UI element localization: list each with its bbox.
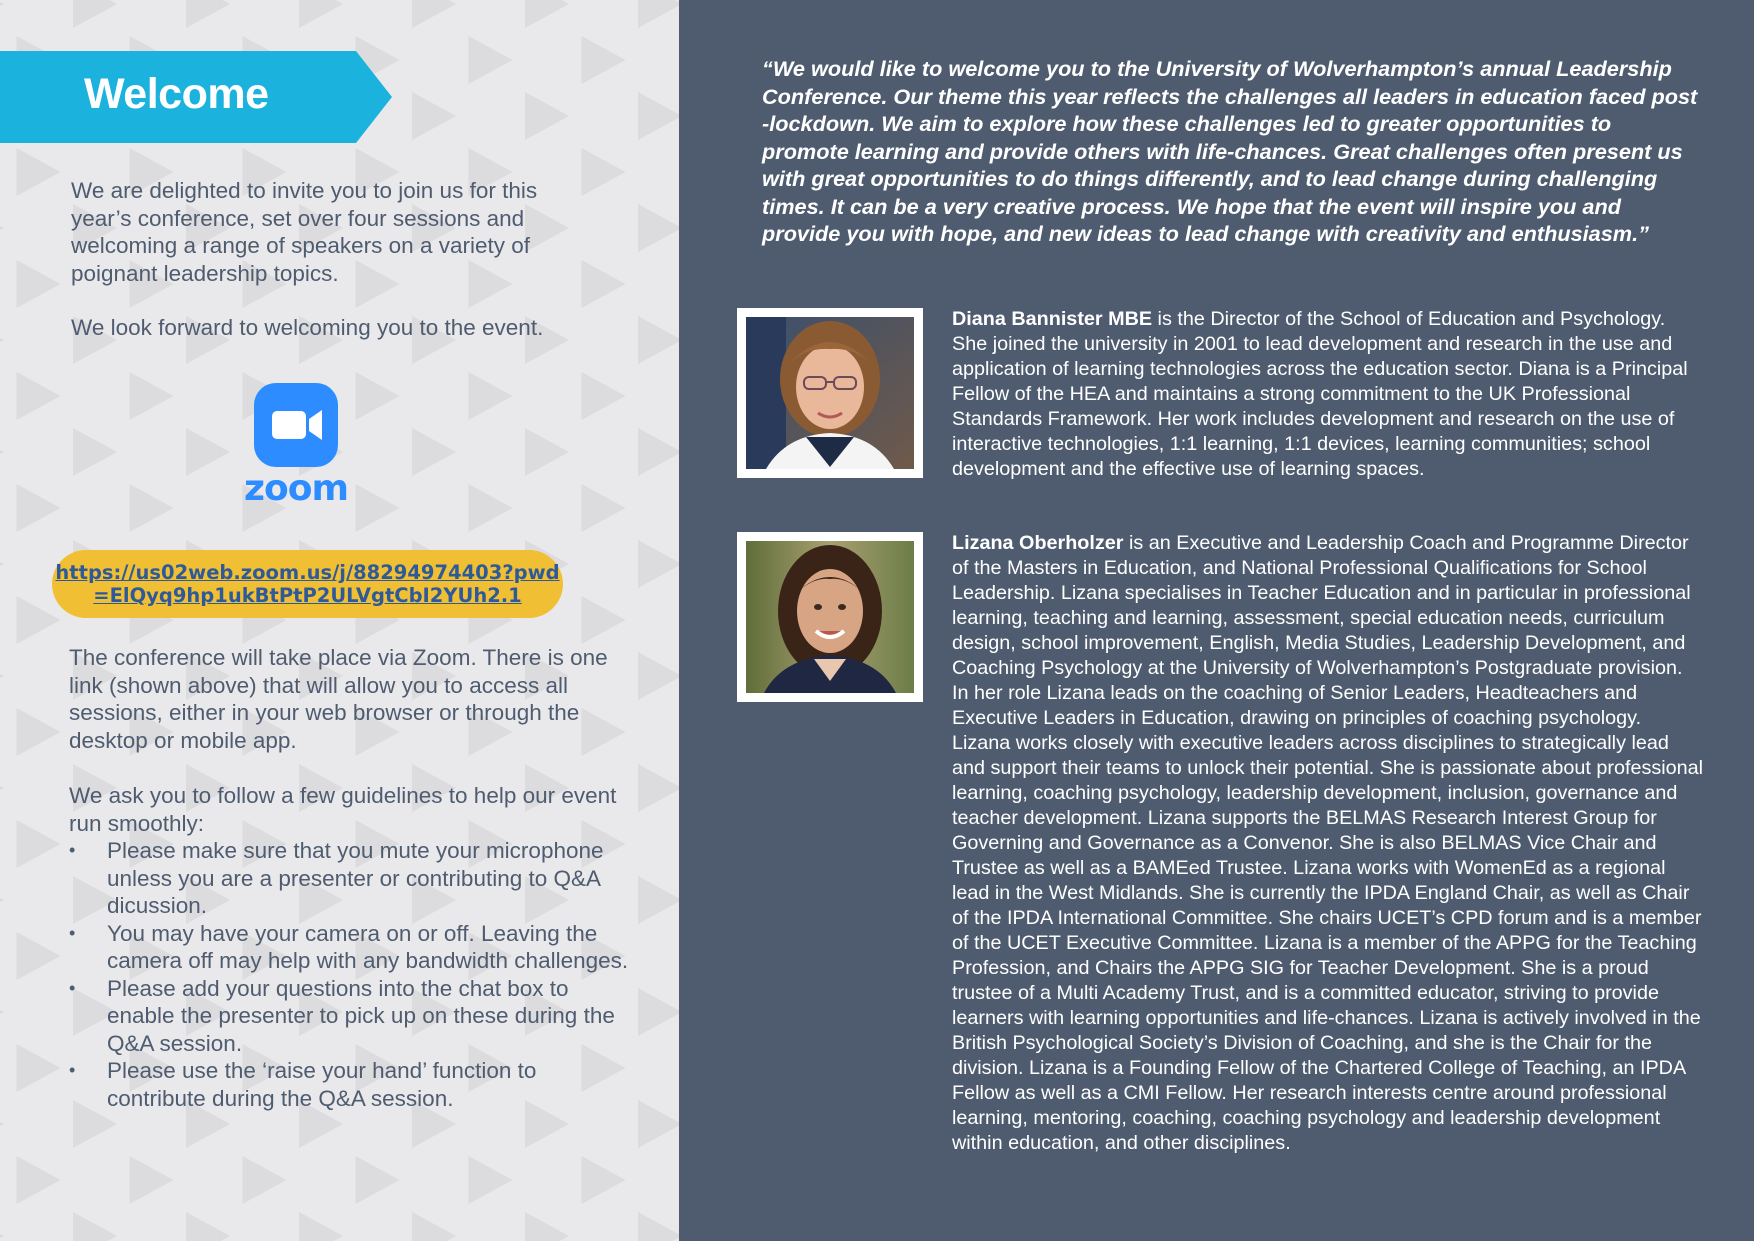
background-triangle	[0, 1212, 4, 1241]
speaker-photo-lizana	[737, 532, 923, 702]
intro-paragraph: We are delighted to invite you to join us for this year’s conference, set over four sessions and welcoming a range of speakers on a variety of poignant leadership topics.	[71, 178, 538, 286]
background-triangle	[412, 428, 456, 476]
guideline-item	[69, 1057, 629, 1112]
background-triangle	[186, 0, 230, 28]
speaker-bio-text: is the Director of the School of Education and Psychology. She joined the university in 2001 to lead development and research in the use and application of learning technologies across the education sector. Diana is a Principal Fellow of the HEA and maintains a strong commitment to the UK Professional Standards Framework. Her work includes development and research on the use of interactive technologies, 1:1 learning, 1:1 devices, learning communities; school development and the effective use of learning spaces.	[952, 308, 1688, 480]
background-triangle	[638, 204, 679, 252]
background-triangle	[638, 1100, 679, 1148]
background-triangle	[356, 372, 400, 420]
background-triangle	[638, 988, 679, 1036]
background-triangle	[582, 1156, 626, 1204]
background-triangle	[130, 372, 174, 420]
background-triangle	[525, 1212, 569, 1241]
background-triangle	[0, 540, 4, 588]
background-triangle	[17, 372, 61, 420]
background-triangle	[638, 316, 679, 364]
guideline-text: Please add your questions into the chat box to enable the presenter to pick up on these during the Q&A session.	[107, 975, 615, 1056]
background-triangle	[638, 1212, 679, 1241]
background-triangle	[525, 428, 569, 476]
welcome-heading: Welcome	[84, 70, 269, 118]
background-triangle	[412, 92, 456, 140]
background-triangle	[0, 988, 4, 1036]
portrait-image	[746, 317, 914, 469]
background-triangle	[17, 820, 61, 868]
background-triangle	[73, 1212, 117, 1241]
guideline-item	[69, 920, 629, 975]
background-triangle	[17, 148, 61, 196]
background-triangle	[17, 932, 61, 980]
guideline-item	[69, 837, 629, 920]
background-triangle	[17, 708, 61, 756]
speaker-photo-diana	[737, 308, 923, 478]
background-triangle	[17, 260, 61, 308]
background-triangle	[0, 876, 4, 924]
speaker-name: Diana Bannister MBE	[952, 308, 1153, 330]
background-triangle	[299, 0, 343, 28]
background-triangle	[412, 0, 456, 28]
zoom-link-line-1[interactable]: https://us02web.zoom.us/j/88294974403?pwd	[55, 561, 560, 584]
background-triangle	[0, 428, 4, 476]
background-triangle	[243, 1156, 287, 1204]
background-triangle	[469, 484, 513, 532]
background-triangle	[0, 1100, 4, 1148]
zoom-wordmark: zoom	[244, 468, 348, 509]
guidelines-intro: We ask you to follow a few guidelines to help our event run smoothly:	[69, 783, 617, 836]
background-triangle	[356, 1156, 400, 1204]
bullet-icon: •	[69, 977, 76, 998]
background-triangle	[73, 0, 117, 28]
guideline-text: Please use the ‘raise your hand’ function to contribute during the Q&A session.	[107, 1058, 537, 1111]
background-triangle	[0, 0, 4, 28]
background-triangle	[638, 764, 679, 812]
bullet-icon: •	[69, 1060, 76, 1080]
background-triangle	[130, 1156, 174, 1204]
background-triangle	[638, 876, 679, 924]
background-triangle	[582, 596, 626, 644]
background-triangle	[356, 484, 400, 532]
background-triangle	[412, 1212, 456, 1241]
portrait-image	[746, 541, 914, 693]
background-triangle	[582, 484, 626, 532]
bullet-icon: •	[69, 840, 76, 860]
background-triangle	[469, 372, 513, 420]
background-triangle	[582, 372, 626, 420]
guideline-text: You may have your camera on or off. Leaving the camera off may help with any bandwidth challenges.	[107, 920, 629, 973]
video-camera-icon	[254, 383, 338, 467]
background-triangle	[638, 92, 679, 140]
guidelines-list	[69, 837, 629, 1112]
background-triangle	[0, 204, 4, 252]
background-triangle	[17, 484, 61, 532]
background-triangle	[186, 428, 230, 476]
guideline-text: Please make sure that you mute your microphone unless you are a presenter or contributing to Q&A dicussion.	[107, 838, 604, 918]
guideline-item	[69, 975, 629, 1058]
speaker-bio-diana	[952, 307, 1704, 482]
background-triangle	[130, 484, 174, 532]
background-triangle	[0, 316, 4, 364]
speaker-bio-lizana	[952, 531, 1704, 1156]
background-triangle	[638, 428, 679, 476]
background-triangle	[469, 1156, 513, 1204]
background-triangle	[469, 36, 513, 84]
zoom-link-line-2[interactable]: =ElQyq9hp1ukBtPtP2ULVgtCbI2YUh2.1	[93, 584, 522, 607]
background-triangle	[299, 1212, 343, 1241]
speaker-name: Lizana Oberholzer	[952, 532, 1124, 554]
background-triangle	[582, 36, 626, 84]
background-triangle	[638, 0, 679, 28]
background-triangle	[525, 92, 569, 140]
background-triangle	[73, 428, 117, 476]
background-triangle	[525, 0, 569, 28]
welcome-quote: “We would like to welcome you to the University of Wolverhampton’s annual Leadership Conference. Our theme this year reflects the challenges all leaders in education faced post -lockdown. We aim to explore how these challenges led to greater opportunities to promote learning and provide others with life-chances. Great challenges often present us with great opportunities to do things differently, and to lead change during challenging times. It can be a very creative process. We hope that the event will inspire you and provide you with hope, and new ideas to lead change with creativity and enthusiasm.”	[762, 56, 1698, 246]
conference-info-paragraph: The conference will take place via Zoom. There is one link (shown above) that will allow you to access all sessions, either in your web browser or through the desktop or mobile app.	[69, 645, 608, 753]
background-triangle	[17, 1156, 61, 1204]
intro-closing-line: We look forward to welcoming you to the event.	[71, 315, 544, 340]
speaker-bio-text: is an Executive and Leadership Coach and Programme Director of the Masters in Education, and National Professional Qualifications for School Leadership. Lizana specialises in Teacher Education and in particular in professional learning, teaching and learning, assessment, special education needs, curriculum design, school improvement, English, Media Studies, Leadership Development, and Coaching Psychology at the University of Wolverhampton’s Postgraduate provision. In her role Lizana leads on the coaching of Senior Leaders, Headteachers and Executive Leaders in Education, drawing on principles of coaching psychology. Lizana works closely with executive leaders across disciplines to strategically lead and support their teams to unlock their potential. She is passionate about professional learning, coaching psychology, leadership development, inclusion, governance and teacher development. Lizana supports the BELMAS Research Interest Group for Governing and Governance as a Convenor. She is also BELMAS Vice Chair and Trustee as well as a BAMEed Trustee. Lizana works with WomenEd as a regional lead in the West Midlands. She is currently the IPDA England Chair, as well as Chair of the IPDA International Committee. She chairs UCET’s CPD forum and is a member of the UCET Executive Committee. Lizana is a member of the APPG for the Teaching Profession, and Chairs the APPG SIG for Teacher Development. She is a proud trustee of a Multi Academy Trust, and is a committed educator, striving to provide learners with learning opportunities and life-chances. Lizana is actively involved in the British Psychological Society’s Division of Coaching, and she is the Chair for the division. Lizana is a Founding Fellow of the Chartered College of Teaching, an IPDA Fellow as well as a CMI Fellow. Her research interests centre around professional learning, mentoring, coaching, coaching psychology and leadership development within education, and other disciplines.	[952, 532, 1704, 1154]
zoom-meeting-link[interactable]	[52, 561, 563, 607]
background-triangle	[638, 652, 679, 700]
background-triangle	[186, 1212, 230, 1241]
background-triangle	[0, 764, 4, 812]
background-triangle	[17, 1044, 61, 1092]
background-triangle	[638, 540, 679, 588]
bullet-icon: •	[69, 922, 76, 943]
welcome-panel	[0, 0, 679, 1241]
background-triangle	[0, 652, 4, 700]
